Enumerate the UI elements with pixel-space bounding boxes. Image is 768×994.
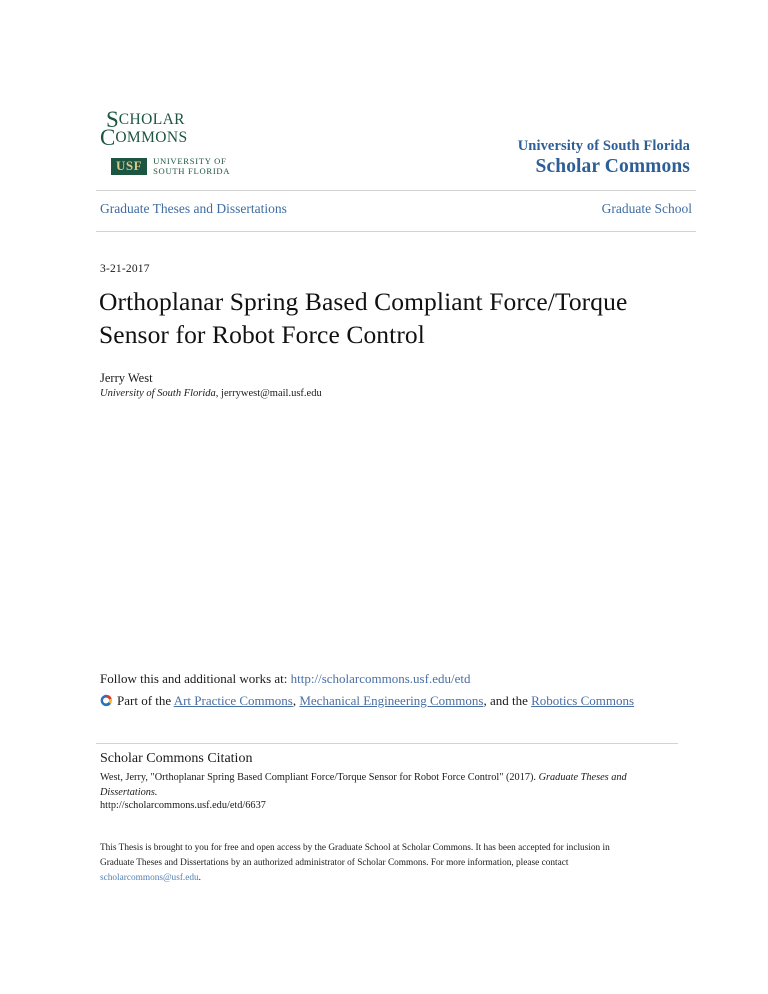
logo-rest-scholar: CHOLAR <box>118 111 185 128</box>
author-email: jerrywest@mail.usf.edu <box>221 388 322 399</box>
usf-wordmark <box>153 156 230 177</box>
page-title: Orthoplanar Spring Based Compliant Force/Torque Sensor for Robot Force Control <box>99 287 628 350</box>
footer-disclaimer <box>100 841 645 886</box>
affiliation-institution: University of South Florida <box>100 388 216 399</box>
usf-wordmark-line1: UNIVERSITY OF <box>153 156 227 166</box>
brand-repository: Scholar Commons <box>535 156 690 178</box>
subject-link-robotics[interactable]: Robotics Commons <box>531 693 635 708</box>
citation-url: http://scholarcommons.usf.edu/etd/6637 <box>100 800 266 811</box>
logo-cap-s: S <box>106 107 119 132</box>
usf-badge: USF <box>111 158 147 175</box>
divider-above-nav <box>96 190 696 191</box>
masthead <box>100 108 690 186</box>
author-affiliation <box>100 388 322 399</box>
footer-text: This Thesis is brought to you for free and open access by the Graduate School at Scholar Commons. It has been accepted for inclusion in Graduate Theses and Dissertations by an authorized administrator of Scholar Commons. For more information, please contact <box>100 843 610 869</box>
affiliation-separator: , <box>215 388 222 399</box>
author-name: Jerry West <box>100 371 153 385</box>
brand-university: University of South Florida <box>517 138 690 154</box>
breadcrumb <box>100 201 692 217</box>
footer-text-end: . <box>198 873 201 884</box>
repository-brand <box>518 138 690 178</box>
divider-above-citation <box>96 743 678 744</box>
digital-commons-network-icon <box>100 692 113 705</box>
subject-separator-1: , <box>292 693 300 708</box>
subjects-label: Part of the <box>117 693 174 708</box>
citation-main: West, Jerry, "Orthoplanar Spring Based Compliant Force/Torque Sensor for Robot Force Control" (2017). <box>100 772 539 783</box>
subject-commons-line <box>100 690 640 711</box>
citation-heading: Scholar Commons Citation <box>100 751 253 766</box>
publication-date: 3-21-2017 <box>100 263 150 275</box>
etd-collection-link[interactable]: http://scholarcommons.usf.edu/etd <box>290 671 471 686</box>
follow-works-line <box>100 668 645 689</box>
breadcrumb-item-graduate-school[interactable]: Graduate School <box>601 201 692 216</box>
subject-link-art-practice[interactable]: Art Practice Commons <box>173 693 293 708</box>
divider-below-nav <box>96 231 696 232</box>
usf-logo <box>111 156 230 177</box>
breadcrumb-item-graduate-theses[interactable]: Graduate Theses and Dissertations <box>100 201 287 216</box>
follow-works-label: Follow this and additional works at: <box>100 671 291 686</box>
usf-wordmark-line2: SOUTH FLORIDA <box>153 166 231 177</box>
subject-separator-2: , and the <box>483 693 532 708</box>
citation-text <box>100 771 645 801</box>
logo-line-commons <box>100 126 188 149</box>
logo-cap-c: C <box>100 125 116 150</box>
logo-rest-commons: OMMONS <box>115 129 188 146</box>
subject-link-mechanical-engineering[interactable]: Mechanical Engineering Commons <box>299 693 484 708</box>
citation-series: Graduate Theses and Dissertations. <box>100 772 627 798</box>
contact-email-link[interactable]: scholarcommons@usf.edu <box>100 873 199 884</box>
